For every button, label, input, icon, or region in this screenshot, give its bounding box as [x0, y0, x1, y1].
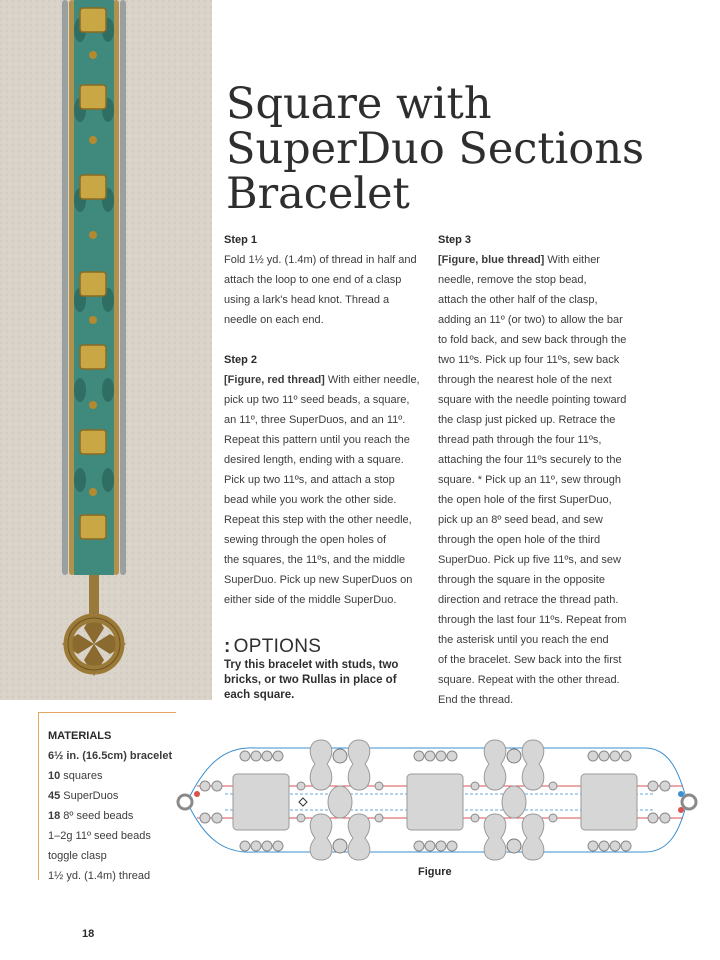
materials-item-text: 1–2g 11º seed beads: [48, 830, 151, 842]
materials-item-qty: 18: [48, 810, 61, 822]
step3-lead-rest: With either: [544, 254, 600, 266]
options-line: bricks, or two Rullas in place of: [224, 674, 397, 686]
step2-lead: [224, 370, 424, 390]
step2-line: an 11º, three SuperDuos, and an 11º.: [224, 414, 406, 426]
step2-heading: Step 2: [224, 354, 258, 366]
step3-line: of the bracelet. Sew back into the first: [438, 654, 622, 666]
step3-line: pick up an 8º seed bead, and sew: [438, 514, 603, 526]
step3-line: attaching the four 11ºs securely to the: [438, 454, 622, 466]
step2-line: Repeat this step with the other needle,: [224, 514, 412, 526]
step3-line: End the thread.: [438, 694, 514, 706]
step1-line: needle on each end.: [224, 314, 324, 326]
materials-item-text: SuperDuos: [60, 790, 119, 802]
step3-line: through the open hole of the third: [438, 534, 601, 546]
step3-line: square. * Pick up an 11º, sew through: [438, 474, 621, 486]
materials-top-rule: [38, 712, 176, 713]
options-line: Try this bracelet with studs, two: [224, 659, 399, 671]
step3-line: direction and retrace the thread path.: [438, 594, 619, 606]
step3-line: attach the other half of the clasp,: [438, 294, 598, 306]
materials-item-text: toggle clasp: [48, 850, 107, 862]
step3-line: two 11ºs. Pick up four 11ºs, sew back: [438, 354, 620, 366]
materials-item-text: squares: [60, 770, 103, 782]
step3-line: needle, remove the stop bead,: [438, 274, 587, 286]
materials-side-rule: [38, 712, 39, 880]
materials-item: [48, 846, 172, 866]
materials-item: [48, 766, 172, 786]
options-body: [224, 658, 414, 703]
step3-line: the open hole of the first SuperDuo,: [438, 494, 612, 506]
step2-line: either side of the middle SuperDuo.: [224, 594, 397, 606]
step3-lead: [438, 250, 648, 270]
materials-item: [48, 806, 172, 826]
step3-line: to fold back, and sew back through the: [438, 334, 627, 346]
step3-line: square. Repeat with the other thread.: [438, 674, 620, 686]
step2-line: the squares, the 11ºs, and the middle: [224, 554, 406, 566]
bracelet-photo: [0, 0, 212, 700]
materials-item-qty: 10: [48, 770, 61, 782]
step2-line: Repeat this pattern until you reach the: [224, 434, 410, 446]
step3-line: the clasp just picked up. Retrace the: [438, 414, 616, 426]
step3-heading: Step 3: [438, 234, 472, 246]
step2-line: desired length, ending with a square.: [224, 454, 404, 466]
step3-figure-ref: [Figure, blue thread]: [438, 254, 545, 266]
title-line: Square with: [226, 79, 492, 129]
materials-item: [48, 786, 172, 806]
step2-line: bead while you work the other side.: [224, 494, 397, 506]
materials-item-text: 8º seed beads: [60, 810, 134, 822]
materials-item: [48, 866, 172, 886]
step3-line: adding an 11º (or two) to allow the bar: [438, 314, 623, 326]
step2-line: sewing through the open holes of: [224, 534, 387, 546]
step2-line: pick up two 11º seed beads, a square,: [224, 394, 410, 406]
figure-caption: Figure: [418, 866, 452, 878]
step1-line: attach the loop to one end of a clasp: [224, 274, 402, 286]
title-line: SuperDuo Sections: [226, 124, 645, 174]
step2-line: Pick up two 11ºs, and attach a stop: [224, 474, 395, 486]
step3-line: thread path through the four 11ºs,: [438, 434, 602, 446]
step3-line: through the square in the opposite: [438, 574, 605, 586]
step1-line: using a lark's head knot. Thread a: [224, 294, 390, 306]
materials-item-qty: 45: [48, 790, 61, 802]
page-title: [226, 79, 706, 219]
materials-item-text: 1½ yd. (1.4m) thread: [48, 870, 151, 882]
options-bullet-icon: :: [224, 636, 231, 657]
title-line: Bracelet: [226, 169, 410, 219]
options-line: each square.: [224, 689, 295, 701]
step3-line: SuperDuo. Pick up five 11ºs, and sew: [438, 554, 621, 566]
step3-line: square with the needle pointing toward: [438, 394, 627, 406]
step2-figure-ref: [Figure, red thread]: [224, 374, 325, 386]
step3-line: through the last four 11ºs. Repeat from: [438, 614, 627, 626]
left-text-column: [224, 230, 424, 610]
materials-heading: MATERIALS: [48, 730, 112, 742]
page-number: 18: [82, 928, 95, 940]
step1-line: Fold 1½ yd. (1.4m) of thread in half and: [224, 254, 417, 266]
step3-line: through the nearest hole of the next: [438, 374, 612, 386]
options-heading: [224, 636, 321, 658]
step2-lead-rest: With either needle,: [324, 374, 420, 386]
bead-pattern-figure: [175, 734, 705, 862]
options-heading-text: OPTIONS: [233, 636, 322, 657]
materials-item-qty: 6½ in. (16.5cm) bracelet: [48, 750, 173, 762]
right-text-column: [438, 230, 648, 710]
step3-line: the asterisk until you reach the end: [438, 634, 609, 646]
step1-heading: Step 1: [224, 234, 258, 246]
step2-line: SuperDuo. Pick up new SuperDuos on: [224, 574, 413, 586]
materials-list: [48, 726, 172, 886]
materials-item: [48, 746, 172, 766]
materials-item: [48, 826, 172, 846]
